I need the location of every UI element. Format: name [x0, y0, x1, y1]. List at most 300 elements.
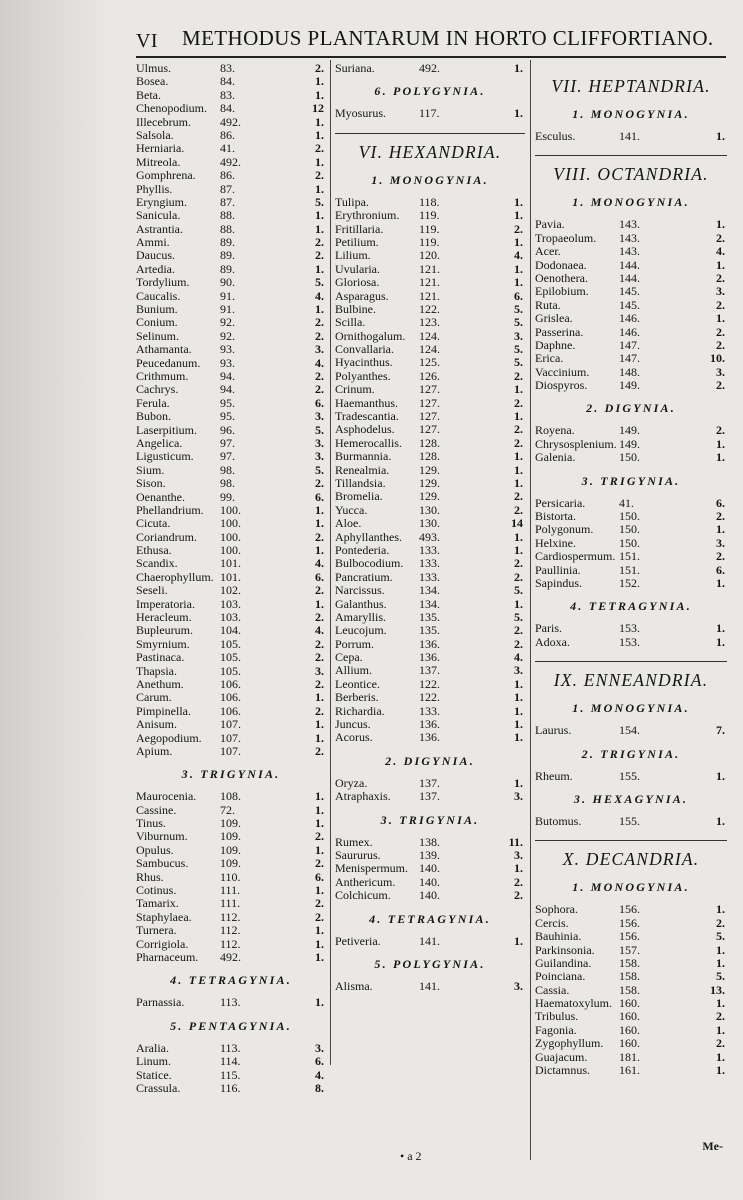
species-count: 2.: [716, 1036, 725, 1051]
page-reference: 129.: [419, 489, 440, 504]
genus-name: Acer.: [535, 244, 561, 259]
page-reference: 98.: [220, 476, 235, 491]
species-count: 1.: [315, 950, 324, 964]
genus-row: [335, 62, 525, 75]
page-reference: 109.: [220, 816, 241, 831]
page-title: METHODUS PLANTARUM IN HORTO CLIFFORTIANO.: [182, 26, 714, 50]
genus-name: Dodonaea.: [535, 257, 587, 272]
species-count: 1.: [514, 382, 523, 397]
class-heading: IX. ENNEANDRIA.: [535, 661, 727, 692]
genus-name: Tropaeolum.: [535, 230, 597, 245]
page-reference: 146.: [619, 324, 640, 339]
genus-row: [136, 183, 326, 196]
class-heading: X. DECANDRIA.: [535, 840, 727, 871]
genus-name: Pimpinella.: [136, 703, 191, 718]
order-heading: 2. DIGYNIA.: [385, 753, 475, 768]
genus-row: [535, 815, 727, 828]
page-reference: 88.: [220, 221, 235, 236]
genus-name: Guajacum.: [535, 1049, 588, 1064]
page-reference: 87.: [220, 194, 235, 209]
species-count: 1.: [514, 730, 523, 745]
species-count: 11.: [508, 834, 523, 849]
genus-row: [535, 917, 727, 930]
species-count: 1.: [315, 302, 324, 317]
genus-name: Saururus.: [335, 847, 381, 862]
genus-name: Bunium.: [136, 302, 178, 317]
genus-row: [136, 303, 326, 316]
species-count: 7.: [716, 723, 725, 738]
genus-row: [136, 316, 326, 329]
spacer: [535, 143, 727, 155]
species-count: 1.: [716, 575, 725, 590]
page-reference: 100.: [220, 529, 241, 544]
genus-name: Parkinsonia.: [535, 942, 595, 957]
page-reference: 119.: [419, 234, 440, 249]
genus-name: Sapindus.: [535, 575, 583, 590]
genus-row: [136, 598, 326, 611]
order-heading: 1. MONOGYNIA.: [572, 107, 690, 121]
species-count: 2.: [315, 368, 324, 383]
species-count: 2.: [315, 61, 324, 75]
page-reference: 153.: [619, 634, 640, 649]
species-count: 2.: [514, 395, 523, 410]
page-reference: 121.: [419, 288, 440, 303]
species-count: 2.: [716, 297, 725, 312]
page-reference: 96.: [220, 422, 235, 437]
page-reference: 137.: [419, 775, 440, 790]
page-reference: 158.: [619, 982, 640, 997]
genus-name: Beta.: [136, 87, 161, 102]
genus-name: Fritillaria.: [335, 221, 384, 236]
species-count: 1.: [315, 883, 324, 898]
genus-name: Corrigiola.: [136, 936, 189, 951]
species-count: 4.: [315, 623, 324, 638]
genus-row: [535, 957, 727, 970]
species-count: 1.: [514, 690, 523, 705]
page-reference: 493.: [419, 529, 440, 544]
page-reference: 109.: [220, 829, 241, 844]
page-reference: 95.: [220, 409, 235, 424]
genus-row: [335, 691, 525, 704]
genus-row: [535, 510, 727, 523]
species-count: 3.: [514, 789, 523, 804]
species-count: 4.: [514, 248, 523, 263]
genus-name: Poinciana.: [535, 969, 586, 984]
page-reference: 136.: [419, 650, 440, 665]
genus-row: [535, 232, 727, 245]
page-reference: 115.: [220, 1067, 241, 1082]
page-reference: 147.: [619, 351, 640, 366]
genus-row: [335, 223, 525, 236]
genus-name: Gomphrena.: [136, 168, 196, 183]
page-reference: 160.: [619, 1009, 640, 1024]
genus-row: [335, 836, 525, 849]
species-count: 6.: [315, 569, 324, 584]
page-reference: 111.: [220, 896, 241, 911]
genus-name: Athamanta.: [136, 342, 192, 357]
genus-row: [535, 1064, 727, 1077]
genus-name: Cepa.: [335, 650, 363, 665]
species-count: 2.: [315, 650, 324, 665]
genus-row: [335, 464, 525, 477]
page-reference: 104.: [220, 623, 241, 638]
species-count: 1.: [315, 221, 324, 236]
order-heading: 3. TRIGYNIA.: [581, 473, 681, 488]
page-reference: 100.: [220, 543, 241, 558]
species-count: 1.: [716, 129, 725, 143]
genus-row: [335, 598, 525, 611]
genus-name: Pavia.: [535, 217, 565, 232]
genus-row: [335, 611, 525, 624]
genus-name: Anisum.: [136, 717, 178, 732]
page-reference: 137.: [419, 789, 440, 804]
page-reference: 139.: [419, 847, 440, 862]
species-count: 1.: [514, 676, 523, 691]
genus-row: [335, 343, 525, 356]
genus-row: [136, 571, 326, 584]
species-count: 1.: [315, 261, 324, 276]
genus-row: [535, 550, 727, 563]
species-count: 2.: [315, 636, 324, 651]
page-reference: 151.: [619, 549, 640, 564]
page-reference: 97.: [220, 449, 235, 464]
genus-name: Chrysosplenium.: [535, 436, 617, 451]
genus-name: Asphodelus.: [335, 422, 395, 437]
genus-row: [535, 366, 727, 379]
genus-row: [335, 731, 525, 744]
species-count: 8.: [315, 1080, 324, 1095]
page-reference: 89.: [220, 235, 235, 250]
species-count: 2.: [716, 270, 725, 285]
species-count: 1.: [716, 955, 725, 970]
genus-name: Galenia.: [535, 450, 576, 465]
genus-name: Thapsia.: [136, 663, 177, 678]
species-count: 2.: [716, 1009, 725, 1024]
genus-name: Bauhinia.: [535, 929, 582, 944]
page-reference: 129.: [419, 462, 440, 477]
genus-name: Staphylaea.: [136, 909, 192, 924]
genus-name: Tillandsia.: [335, 475, 386, 490]
species-count: 1.: [514, 106, 523, 121]
page-reference: 155.: [619, 768, 640, 783]
species-count: 1.: [514, 717, 523, 732]
genus-name: Tamarix.: [136, 896, 179, 911]
genus-row: [136, 477, 326, 490]
page-reference: 141.: [419, 978, 440, 993]
species-count: 2.: [716, 324, 725, 339]
genus-row: [136, 330, 326, 343]
page-reference: 124.: [419, 342, 440, 357]
order-heading: 3. HEXAGYNIA.: [573, 791, 689, 806]
page-reference: 141.: [619, 129, 640, 143]
order-heading: 1. MONOGYNIA.: [572, 880, 690, 895]
page-reference: 127.: [419, 409, 440, 424]
genus-row: [136, 504, 326, 517]
genus-name: Erythronium.: [335, 208, 400, 223]
genus-name: Diospyros.: [535, 378, 588, 393]
genus-name: Pancratium.: [335, 569, 393, 584]
species-count: 2.: [514, 422, 523, 437]
species-count: 4.: [315, 355, 324, 370]
species-count: 5.: [514, 301, 523, 316]
genus-name: Carum.: [136, 690, 172, 705]
genus-row: [136, 897, 326, 910]
genus-row: [136, 464, 326, 477]
species-count: 5.: [315, 275, 324, 290]
species-count: 1.: [315, 114, 324, 129]
genus-name: Epilobium.: [535, 284, 589, 299]
genus-name: Adoxa.: [535, 634, 570, 649]
page-reference: 111.: [220, 883, 241, 898]
species-count: 1.: [716, 768, 725, 783]
genus-row: [535, 770, 727, 783]
page-reference: 94.: [220, 382, 235, 397]
page-reference: 103.: [220, 596, 241, 611]
genus-name: Ferula.: [136, 395, 170, 410]
genus-row: [136, 276, 326, 289]
genus-row: [136, 790, 326, 803]
page-reference: 118.: [419, 194, 440, 209]
genus-row: [136, 665, 326, 678]
genus-row: [335, 571, 525, 584]
genus-name: Tulipa.: [335, 194, 369, 209]
genus-name: Paullinia.: [535, 562, 581, 577]
page-reference: 156.: [619, 929, 640, 944]
genus-name: Aphyllanthes.: [335, 529, 402, 544]
genus-name: Narcissus.: [335, 583, 385, 598]
genus-name: Tribulus.: [535, 1009, 579, 1024]
genus-row: [335, 557, 525, 570]
page-reference: 89.: [220, 248, 235, 263]
species-count: 4.: [514, 650, 523, 665]
species-count: 4.: [315, 556, 324, 571]
genus-row: [136, 705, 326, 718]
species-count: 13.: [710, 982, 725, 997]
species-count: 1.: [716, 217, 725, 232]
column-divider: [330, 60, 331, 1065]
page-reference: 136.: [419, 730, 440, 745]
species-count: 6.: [315, 489, 324, 504]
species-count: 14: [511, 516, 523, 531]
page-reference: 113.: [220, 1040, 241, 1055]
genus-name: Bulbocodium.: [335, 556, 404, 571]
genus-name: Mitreola.: [136, 154, 181, 169]
species-count: 5.: [315, 462, 324, 477]
genus-row: [335, 876, 525, 889]
page-reference: 109.: [220, 842, 241, 857]
genus-row: [136, 437, 326, 450]
species-count: 5.: [514, 315, 523, 330]
page-reference: 110.: [220, 869, 241, 884]
genus-row: [335, 584, 525, 597]
genus-name: Rheum.: [535, 768, 573, 783]
page-reference: 83.: [220, 61, 235, 75]
genus-name: Ruta.: [535, 297, 561, 312]
page-reference: 86.: [220, 127, 235, 142]
column-divider: [530, 60, 531, 1160]
species-count: 4.: [315, 288, 324, 303]
species-count: 1.: [514, 208, 523, 223]
page-reference: 136.: [419, 717, 440, 732]
genus-row: [136, 718, 326, 731]
genus-row: [136, 156, 326, 169]
genus-row: [335, 531, 525, 544]
genus-name: Cachrys.: [136, 382, 179, 397]
order-heading: 5. PENTAGYNIA.: [170, 1018, 292, 1033]
species-count: 2.: [315, 909, 324, 924]
genus-name: Persicaria.: [535, 495, 586, 510]
page-reference: 99.: [220, 489, 235, 504]
page-reference: 92.: [220, 315, 235, 330]
page-reference: 127.: [419, 422, 440, 437]
genus-name: Maurocenia.: [136, 789, 197, 804]
page-reference: 83.: [220, 87, 235, 102]
genus-name: Bistorta.: [535, 509, 576, 524]
spacer: [335, 121, 525, 133]
species-count: 2.: [315, 476, 324, 491]
species-count: 1.: [514, 234, 523, 249]
genus-name: Laurus.: [535, 723, 572, 738]
page-reference: 127.: [419, 395, 440, 410]
genus-row: [535, 636, 727, 649]
page-reference: 122.: [419, 690, 440, 705]
genus-row: [335, 849, 525, 862]
genus-row: [136, 397, 326, 410]
species-count: 1.: [315, 730, 324, 745]
species-count: 1.: [716, 902, 725, 917]
species-count: 3.: [716, 364, 725, 379]
page-reference: 160.: [619, 996, 640, 1011]
genus-row: [136, 951, 326, 964]
page-reference: 87.: [220, 181, 235, 196]
species-count: 1.: [315, 816, 324, 831]
genus-row: [535, 564, 727, 577]
genus-row: [535, 130, 727, 143]
species-count: 1.: [514, 275, 523, 290]
genus-row: [136, 62, 326, 75]
species-count: 1.: [315, 596, 324, 611]
genus-name: Cassine.: [136, 802, 177, 817]
page-reference: 114.: [220, 1054, 241, 1069]
page-reference: 41.: [619, 495, 634, 510]
genus-row: [136, 611, 326, 624]
genus-name: Apium.: [136, 743, 173, 758]
genus-name: Seseli.: [136, 583, 168, 598]
species-count: 1.: [514, 703, 523, 718]
genus-name: Coriandrum.: [136, 529, 197, 544]
page-reference: 124.: [419, 328, 440, 343]
genus-name: Crithmum.: [136, 368, 189, 383]
genus-name: Dictamnus.: [535, 1063, 590, 1078]
species-count: 1.: [514, 775, 523, 790]
page-reference: 100.: [220, 516, 241, 531]
page-reference: 133.: [419, 542, 440, 557]
column-middle: [335, 62, 525, 993]
page-reference: 160.: [619, 1022, 640, 1037]
species-count: 1.: [716, 1049, 725, 1064]
species-count: 1.: [315, 208, 324, 223]
genus-name: Allium.: [335, 663, 373, 678]
species-count: 4.: [315, 1067, 324, 1082]
genus-row: [335, 664, 525, 677]
species-count: 2.: [315, 315, 324, 330]
genus-name: Asparagus.: [335, 288, 389, 303]
genus-row: [535, 352, 727, 365]
genus-row: [335, 705, 525, 718]
genus-name: Hyacinthus.: [335, 355, 393, 370]
page-reference: 84.: [220, 74, 235, 89]
page-reference: 120.: [419, 248, 440, 263]
genus-row: [136, 732, 326, 745]
genus-name: Colchicum.: [335, 888, 391, 903]
spacer: [535, 62, 727, 74]
genus-row: [136, 142, 326, 155]
page-reference: 129.: [419, 475, 440, 490]
genus-name: Porrum.: [335, 636, 374, 651]
genus-name: Butomus.: [535, 813, 582, 828]
genus-name: Petilium.: [335, 234, 379, 249]
species-count: 2.: [315, 235, 324, 250]
page-reference: 127.: [419, 382, 440, 397]
page-reference: 153.: [619, 621, 640, 636]
page-reference: 93.: [220, 342, 235, 357]
genus-row: [535, 1051, 727, 1064]
species-count: 6.: [716, 495, 725, 510]
genus-name: Erica.: [535, 351, 564, 366]
page-reference: 137.: [419, 663, 440, 678]
species-count: 1.: [315, 181, 324, 196]
species-count: 3.: [315, 342, 324, 357]
genus-row: [535, 299, 727, 312]
page-reference: 157.: [619, 942, 640, 957]
page-reference: 122.: [419, 301, 440, 316]
species-count: 1.: [716, 436, 725, 451]
genus-row: [335, 450, 525, 463]
species-count: 2.: [716, 378, 725, 393]
species-count: 5.: [716, 969, 725, 984]
species-count: 1.: [315, 995, 324, 1010]
genus-row: [136, 651, 326, 664]
genus-name: Heracleum.: [136, 610, 192, 625]
page-reference: 140.: [419, 888, 440, 903]
genus-name: Conium.: [136, 315, 178, 330]
order-heading: 4. TETRAGYNIA.: [369, 911, 491, 926]
page-reference: 126.: [419, 368, 440, 383]
genus-name: Leontice.: [335, 676, 380, 691]
genus-name: Chaerophyllum.: [136, 569, 214, 584]
page-reference: 112.: [220, 909, 241, 924]
species-count: 2.: [514, 888, 523, 903]
page-reference: 130.: [419, 516, 440, 531]
page-reference: 100.: [220, 502, 241, 517]
genus-name: Cicuta.: [136, 516, 171, 531]
page-reference: 149.: [619, 436, 640, 451]
page-reference: 149.: [619, 423, 640, 438]
genus-row: [136, 357, 326, 370]
genus-row: [335, 504, 525, 517]
species-count: 2.: [315, 829, 324, 844]
genus-row: [535, 523, 727, 536]
genus-name: Crassula.: [136, 1080, 181, 1095]
species-count: 5.: [315, 194, 324, 209]
genus-row: [535, 312, 727, 325]
genus-row: [535, 272, 727, 285]
genus-row: [136, 911, 326, 924]
species-count: 2.: [716, 509, 725, 524]
genus-name: Crinum.: [335, 382, 375, 397]
genus-row: [335, 263, 525, 276]
genus-row: [535, 259, 727, 272]
